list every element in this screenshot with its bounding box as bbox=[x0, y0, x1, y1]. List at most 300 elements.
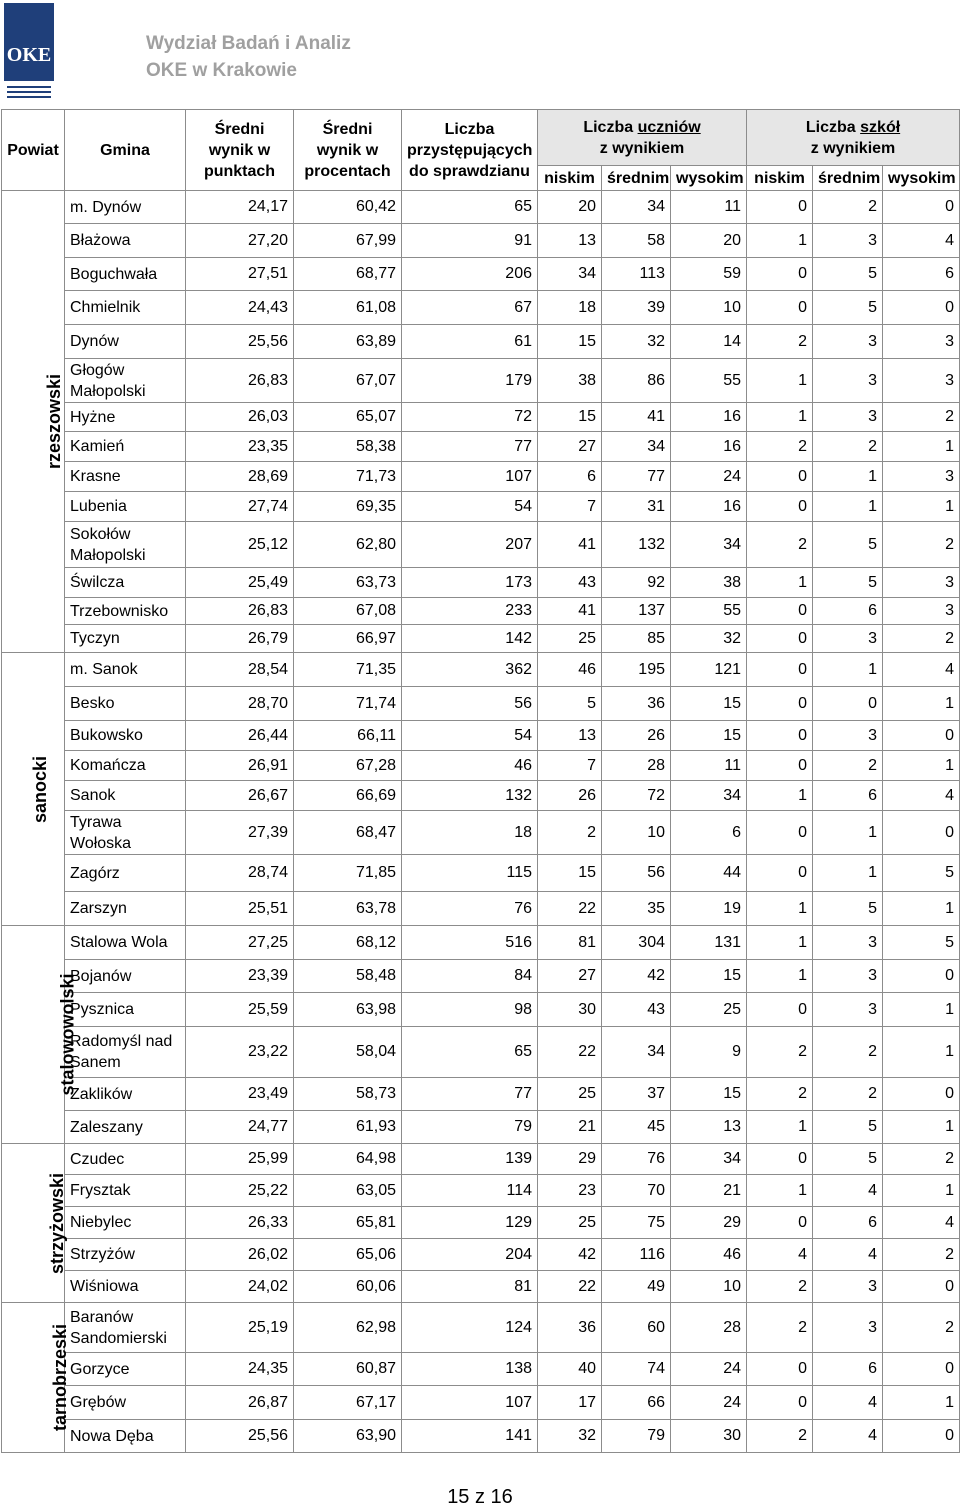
value-cell: 5 bbox=[813, 1144, 883, 1175]
value-cell: 3 bbox=[813, 403, 883, 432]
table-row bbox=[2, 224, 960, 258]
value-cell: 1 bbox=[813, 811, 883, 855]
value-cell: 0 bbox=[747, 598, 813, 625]
value-cell: 4 bbox=[747, 1239, 813, 1271]
gmina-cell: m. Dynów bbox=[65, 191, 186, 224]
value-cell: 26 bbox=[538, 781, 602, 811]
value-cell: 1 bbox=[883, 993, 960, 1027]
value-cell: 15 bbox=[671, 721, 747, 751]
value-cell: 0 bbox=[883, 1271, 960, 1303]
value-cell: 24 bbox=[671, 1353, 747, 1386]
gmina-cell: Tyrawa Wołoska bbox=[65, 811, 186, 855]
value-cell: 2 bbox=[813, 191, 883, 224]
value-cell: 124 bbox=[402, 1303, 538, 1353]
value-cell: 23,39 bbox=[186, 960, 294, 993]
value-cell: 58,48 bbox=[294, 960, 402, 993]
value-cell: 5 bbox=[883, 926, 960, 960]
value-cell: 60 bbox=[602, 1303, 671, 1353]
value-cell: 26,44 bbox=[186, 721, 294, 751]
value-cell: 15 bbox=[671, 960, 747, 993]
value-cell: 25 bbox=[671, 993, 747, 1027]
value-cell: 131 bbox=[671, 926, 747, 960]
value-cell: 0 bbox=[883, 1353, 960, 1386]
value-cell: 81 bbox=[402, 1271, 538, 1303]
value-cell: 66 bbox=[602, 1386, 671, 1420]
gmina-cell: Zarszyn bbox=[65, 892, 186, 926]
gmina-cell: Bukowsko bbox=[65, 721, 186, 751]
value-cell: 67,99 bbox=[294, 224, 402, 258]
value-cell: 24,77 bbox=[186, 1111, 294, 1144]
value-cell: 98 bbox=[402, 993, 538, 1027]
value-cell: 5 bbox=[813, 568, 883, 598]
value-cell: 138 bbox=[402, 1353, 538, 1386]
value-cell: 30 bbox=[671, 1420, 747, 1453]
value-cell: 5 bbox=[813, 1111, 883, 1144]
value-cell: 15 bbox=[538, 403, 602, 432]
value-cell: 2 bbox=[813, 432, 883, 462]
value-cell: 0 bbox=[747, 1353, 813, 1386]
value-cell: 26,67 bbox=[186, 781, 294, 811]
sub-srednim: średnim bbox=[602, 166, 671, 191]
value-cell: 2 bbox=[883, 403, 960, 432]
value-cell: 55 bbox=[671, 359, 747, 403]
value-cell: 6 bbox=[538, 462, 602, 492]
value-cell: 13 bbox=[671, 1111, 747, 1144]
gmina-cell: Hyżne bbox=[65, 403, 186, 432]
table-row bbox=[2, 325, 960, 359]
value-cell: 63,98 bbox=[294, 993, 402, 1027]
value-cell: 3 bbox=[883, 598, 960, 625]
value-cell: 61,08 bbox=[294, 291, 402, 325]
value-cell: 84 bbox=[402, 960, 538, 993]
value-cell: 4 bbox=[813, 1386, 883, 1420]
value-cell: 27 bbox=[538, 960, 602, 993]
value-cell: 0 bbox=[747, 855, 813, 892]
value-cell: 3 bbox=[883, 359, 960, 403]
value-cell: 107 bbox=[402, 1386, 538, 1420]
value-cell: 22 bbox=[538, 1027, 602, 1078]
value-cell: 1 bbox=[747, 1175, 813, 1207]
sub-niskim: niskim bbox=[747, 166, 813, 191]
col-sr-proc: Średni wynik w procentach bbox=[294, 110, 402, 191]
gmina-cell: Błażowa bbox=[65, 224, 186, 258]
results-table bbox=[1, 109, 960, 1453]
table-row bbox=[2, 1303, 960, 1353]
value-cell: 0 bbox=[747, 1207, 813, 1239]
value-cell: 23,35 bbox=[186, 432, 294, 462]
value-cell: 6 bbox=[883, 258, 960, 291]
value-cell: 1 bbox=[883, 892, 960, 926]
value-cell: 39 bbox=[602, 291, 671, 325]
value-cell: 22 bbox=[538, 892, 602, 926]
value-cell: 3 bbox=[813, 359, 883, 403]
value-cell: 1 bbox=[883, 1111, 960, 1144]
value-cell: 137 bbox=[602, 598, 671, 625]
value-cell: 304 bbox=[602, 926, 671, 960]
gmina-cell: Krasne bbox=[65, 462, 186, 492]
value-cell: 13 bbox=[538, 224, 602, 258]
gmina-cell: Wiśniowa bbox=[65, 1271, 186, 1303]
table-row bbox=[2, 1027, 960, 1078]
value-cell: 0 bbox=[747, 687, 813, 721]
value-cell: 24,35 bbox=[186, 1353, 294, 1386]
value-cell: 63,89 bbox=[294, 325, 402, 359]
value-cell: 79 bbox=[602, 1420, 671, 1453]
value-cell: 113 bbox=[602, 258, 671, 291]
value-cell: 2 bbox=[747, 1303, 813, 1353]
value-cell: 6 bbox=[671, 811, 747, 855]
value-cell: 0 bbox=[883, 960, 960, 993]
value-cell: 141 bbox=[402, 1420, 538, 1453]
value-cell: 34 bbox=[671, 522, 747, 568]
value-cell: 25,51 bbox=[186, 892, 294, 926]
value-cell: 34 bbox=[602, 432, 671, 462]
table-row bbox=[2, 960, 960, 993]
value-cell: 79 bbox=[402, 1111, 538, 1144]
value-cell: 7 bbox=[538, 751, 602, 781]
value-cell: 66,69 bbox=[294, 781, 402, 811]
value-cell: 75 bbox=[602, 1207, 671, 1239]
value-cell: 204 bbox=[402, 1239, 538, 1271]
value-cell: 58,04 bbox=[294, 1027, 402, 1078]
value-cell: 25,49 bbox=[186, 568, 294, 598]
value-cell: 0 bbox=[747, 751, 813, 781]
gmina-cell: Zaklików bbox=[65, 1078, 186, 1111]
table-row bbox=[2, 926, 960, 960]
gmina-cell: Nowa Dęba bbox=[65, 1420, 186, 1453]
value-cell: 26,91 bbox=[186, 751, 294, 781]
table-row bbox=[2, 1420, 960, 1453]
gmina-cell: Frysztak bbox=[65, 1175, 186, 1207]
value-cell: 23 bbox=[538, 1175, 602, 1207]
gmina-cell: Boguchwała bbox=[65, 258, 186, 291]
value-cell: 2 bbox=[538, 811, 602, 855]
value-cell: 1 bbox=[747, 1111, 813, 1144]
value-cell: 0 bbox=[747, 811, 813, 855]
value-cell: 64,98 bbox=[294, 1144, 402, 1175]
value-cell: 0 bbox=[883, 191, 960, 224]
value-cell: 25,99 bbox=[186, 1144, 294, 1175]
value-cell: 38 bbox=[538, 359, 602, 403]
gmina-cell: Zaleszany bbox=[65, 1111, 186, 1144]
value-cell: 6 bbox=[813, 598, 883, 625]
value-cell: 34 bbox=[538, 258, 602, 291]
value-cell: 2 bbox=[747, 1027, 813, 1078]
value-cell: 72 bbox=[402, 403, 538, 432]
value-cell: 142 bbox=[402, 625, 538, 653]
value-cell: 3 bbox=[883, 462, 960, 492]
value-cell: 27,39 bbox=[186, 811, 294, 855]
value-cell: 28 bbox=[602, 751, 671, 781]
value-cell: 16 bbox=[671, 403, 747, 432]
value-cell: 67 bbox=[402, 291, 538, 325]
value-cell: 22 bbox=[538, 1271, 602, 1303]
gmina-cell: Sanok bbox=[65, 781, 186, 811]
value-cell: 28,74 bbox=[186, 855, 294, 892]
value-cell: 76 bbox=[602, 1144, 671, 1175]
value-cell: 0 bbox=[883, 811, 960, 855]
value-cell: 18 bbox=[402, 811, 538, 855]
value-cell: 15 bbox=[538, 855, 602, 892]
oke-logo bbox=[1, 1, 57, 105]
powiat-name: rzeszowski bbox=[44, 373, 65, 470]
value-cell: 3 bbox=[813, 960, 883, 993]
value-cell: 5 bbox=[813, 258, 883, 291]
value-cell: 3 bbox=[813, 926, 883, 960]
value-cell: 28,54 bbox=[186, 653, 294, 687]
value-cell: 27 bbox=[538, 432, 602, 462]
value-cell: 0 bbox=[813, 687, 883, 721]
value-cell: 71,73 bbox=[294, 462, 402, 492]
value-cell: 35 bbox=[602, 892, 671, 926]
value-cell: 2 bbox=[883, 1144, 960, 1175]
value-cell: 67,28 bbox=[294, 751, 402, 781]
value-cell: 68,12 bbox=[294, 926, 402, 960]
table-row bbox=[2, 1207, 960, 1239]
value-cell: 36 bbox=[538, 1303, 602, 1353]
table-row bbox=[2, 781, 960, 811]
value-cell: 173 bbox=[402, 568, 538, 598]
gmina-cell: Głogów Małopolski bbox=[65, 359, 186, 403]
value-cell: 4 bbox=[813, 1420, 883, 1453]
value-cell: 139 bbox=[402, 1144, 538, 1175]
table-row bbox=[2, 1353, 960, 1386]
value-cell: 3 bbox=[883, 568, 960, 598]
powiat-cell bbox=[2, 1303, 71, 1453]
table-row bbox=[2, 1078, 960, 1111]
value-cell: 1 bbox=[883, 687, 960, 721]
value-cell: 25,22 bbox=[186, 1175, 294, 1207]
value-cell: 206 bbox=[402, 258, 538, 291]
value-cell: 5 bbox=[538, 687, 602, 721]
table-row bbox=[2, 1144, 960, 1175]
col-liczba: Liczba przystępujących do sprawdzianu bbox=[402, 110, 538, 191]
powiat-cell bbox=[2, 1144, 68, 1303]
value-cell: 114 bbox=[402, 1175, 538, 1207]
value-cell: 43 bbox=[538, 568, 602, 598]
value-cell: 516 bbox=[402, 926, 538, 960]
value-cell: 77 bbox=[402, 432, 538, 462]
value-cell: 3 bbox=[813, 1271, 883, 1303]
value-cell: 121 bbox=[671, 653, 747, 687]
value-cell: 65,07 bbox=[294, 403, 402, 432]
value-cell: 26,03 bbox=[186, 403, 294, 432]
value-cell: 207 bbox=[402, 522, 538, 568]
value-cell: 1 bbox=[883, 432, 960, 462]
value-cell: 49 bbox=[602, 1271, 671, 1303]
value-cell: 24 bbox=[671, 462, 747, 492]
value-cell: 62,98 bbox=[294, 1303, 402, 1353]
gmina-cell: Świlcza bbox=[65, 568, 186, 598]
value-cell: 2 bbox=[747, 522, 813, 568]
value-cell: 28,70 bbox=[186, 687, 294, 721]
col-szkol: Liczba szkół z wynikiem bbox=[747, 110, 960, 166]
value-cell: 46 bbox=[538, 653, 602, 687]
value-cell: 25,12 bbox=[186, 522, 294, 568]
table-row bbox=[2, 403, 960, 432]
value-cell: 67,07 bbox=[294, 359, 402, 403]
value-cell: 32 bbox=[538, 1420, 602, 1453]
svg-text:OKE: OKE bbox=[6, 44, 52, 66]
value-cell: 15 bbox=[671, 687, 747, 721]
value-cell: 67,08 bbox=[294, 598, 402, 625]
value-cell: 13 bbox=[538, 721, 602, 751]
table-row bbox=[2, 1111, 960, 1144]
value-cell: 0 bbox=[747, 191, 813, 224]
gmina-cell: Dynów bbox=[65, 325, 186, 359]
table-row bbox=[2, 568, 960, 598]
value-cell: 44 bbox=[671, 855, 747, 892]
value-cell: 1 bbox=[883, 751, 960, 781]
value-cell: 20 bbox=[671, 224, 747, 258]
powiat-cell bbox=[2, 191, 65, 653]
value-cell: 60,87 bbox=[294, 1353, 402, 1386]
value-cell: 27,51 bbox=[186, 258, 294, 291]
value-cell: 34 bbox=[602, 1027, 671, 1078]
value-cell: 1 bbox=[747, 926, 813, 960]
value-cell: 56 bbox=[402, 687, 538, 721]
value-cell: 0 bbox=[747, 653, 813, 687]
value-cell: 29 bbox=[538, 1144, 602, 1175]
value-cell: 25,59 bbox=[186, 993, 294, 1027]
value-cell: 74 bbox=[602, 1353, 671, 1386]
value-cell: 3 bbox=[813, 224, 883, 258]
value-cell: 42 bbox=[538, 1239, 602, 1271]
value-cell: 1 bbox=[747, 568, 813, 598]
value-cell: 2 bbox=[747, 1271, 813, 1303]
value-cell: 71,74 bbox=[294, 687, 402, 721]
value-cell: 4 bbox=[883, 653, 960, 687]
powiat-name: stalowowolski bbox=[57, 973, 78, 1096]
table-row bbox=[2, 1271, 960, 1303]
value-cell: 62,80 bbox=[294, 522, 402, 568]
value-cell: 77 bbox=[402, 1078, 538, 1111]
value-cell: 2 bbox=[883, 625, 960, 653]
value-cell: 10 bbox=[671, 1271, 747, 1303]
value-cell: 132 bbox=[402, 781, 538, 811]
value-cell: 20 bbox=[538, 191, 602, 224]
value-cell: 41 bbox=[538, 598, 602, 625]
value-cell: 45 bbox=[602, 1111, 671, 1144]
value-cell: 10 bbox=[671, 291, 747, 325]
value-cell: 36 bbox=[602, 687, 671, 721]
value-cell: 0 bbox=[747, 291, 813, 325]
table-row bbox=[2, 855, 960, 892]
value-cell: 0 bbox=[883, 1078, 960, 1111]
value-cell: 63,90 bbox=[294, 1420, 402, 1453]
gmina-cell: Kamień bbox=[65, 432, 186, 462]
value-cell: 65,81 bbox=[294, 1207, 402, 1239]
value-cell: 15 bbox=[538, 325, 602, 359]
table-row bbox=[2, 892, 960, 926]
value-cell: 28,69 bbox=[186, 462, 294, 492]
value-cell: 24,02 bbox=[186, 1271, 294, 1303]
value-cell: 1 bbox=[747, 224, 813, 258]
value-cell: 60,42 bbox=[294, 191, 402, 224]
value-cell: 0 bbox=[747, 462, 813, 492]
value-cell: 30 bbox=[538, 993, 602, 1027]
gmina-cell: Zagórz bbox=[65, 855, 186, 892]
value-cell: 34 bbox=[671, 1144, 747, 1175]
value-cell: 41 bbox=[602, 403, 671, 432]
value-cell: 362 bbox=[402, 653, 538, 687]
value-cell: 24 bbox=[671, 1386, 747, 1420]
powiat-cell bbox=[2, 653, 65, 926]
value-cell: 24,17 bbox=[186, 191, 294, 224]
col-gmina: Gmina bbox=[65, 110, 186, 191]
value-cell: 32 bbox=[602, 325, 671, 359]
value-cell: 66,11 bbox=[294, 721, 402, 751]
header-line1: Wydział Badań i Analiz bbox=[146, 33, 351, 54]
value-cell: 1 bbox=[883, 1386, 960, 1420]
value-cell: 42 bbox=[602, 960, 671, 993]
value-cell: 68,47 bbox=[294, 811, 402, 855]
value-cell: 68,77 bbox=[294, 258, 402, 291]
powiat-name: tarnobrzeski bbox=[50, 1323, 71, 1432]
value-cell: 29 bbox=[671, 1207, 747, 1239]
value-cell: 54 bbox=[402, 721, 538, 751]
value-cell: 34 bbox=[671, 781, 747, 811]
value-cell: 6 bbox=[813, 1353, 883, 1386]
value-cell: 58,73 bbox=[294, 1078, 402, 1111]
col-powiat: Powiat bbox=[2, 110, 65, 191]
value-cell: 27,74 bbox=[186, 492, 294, 522]
value-cell: 4 bbox=[883, 781, 960, 811]
value-cell: 2 bbox=[883, 522, 960, 568]
value-cell: 233 bbox=[402, 598, 538, 625]
value-cell: 65 bbox=[402, 191, 538, 224]
gmina-cell: Bojanów bbox=[65, 960, 186, 993]
table-row bbox=[2, 751, 960, 781]
table-row bbox=[2, 462, 960, 492]
table-row bbox=[2, 721, 960, 751]
value-cell: 72 bbox=[602, 781, 671, 811]
value-cell: 14 bbox=[671, 325, 747, 359]
value-cell: 3 bbox=[813, 325, 883, 359]
value-cell: 7 bbox=[538, 492, 602, 522]
value-cell: 0 bbox=[747, 492, 813, 522]
value-cell: 3 bbox=[813, 625, 883, 653]
value-cell: 63,73 bbox=[294, 568, 402, 598]
value-cell: 25 bbox=[538, 625, 602, 653]
value-cell: 195 bbox=[602, 653, 671, 687]
value-cell: 58 bbox=[602, 224, 671, 258]
value-cell: 27,20 bbox=[186, 224, 294, 258]
value-cell: 27,25 bbox=[186, 926, 294, 960]
value-cell: 3 bbox=[813, 721, 883, 751]
sub-wysokim: wysokim bbox=[883, 166, 960, 191]
value-cell: 1 bbox=[813, 855, 883, 892]
value-cell: 0 bbox=[747, 721, 813, 751]
gmina-cell: Chmielnik bbox=[65, 291, 186, 325]
value-cell: 28 bbox=[671, 1303, 747, 1353]
table-row bbox=[2, 1175, 960, 1207]
value-cell: 179 bbox=[402, 359, 538, 403]
value-cell: 1 bbox=[747, 403, 813, 432]
gmina-cell: Strzyżów bbox=[65, 1239, 186, 1271]
value-cell: 54 bbox=[402, 492, 538, 522]
value-cell: 41 bbox=[538, 522, 602, 568]
gmina-cell: Sokołów Małopolski bbox=[65, 522, 186, 568]
value-cell: 16 bbox=[671, 492, 747, 522]
value-cell: 2 bbox=[813, 1078, 883, 1111]
gmina-cell: Trzebownisko bbox=[65, 598, 186, 625]
value-cell: 92 bbox=[602, 568, 671, 598]
col-uczniow: Liczba uczniów z wynikiem bbox=[538, 110, 747, 166]
value-cell: 2 bbox=[747, 432, 813, 462]
value-cell: 0 bbox=[747, 1386, 813, 1420]
value-cell: 3 bbox=[813, 993, 883, 1027]
